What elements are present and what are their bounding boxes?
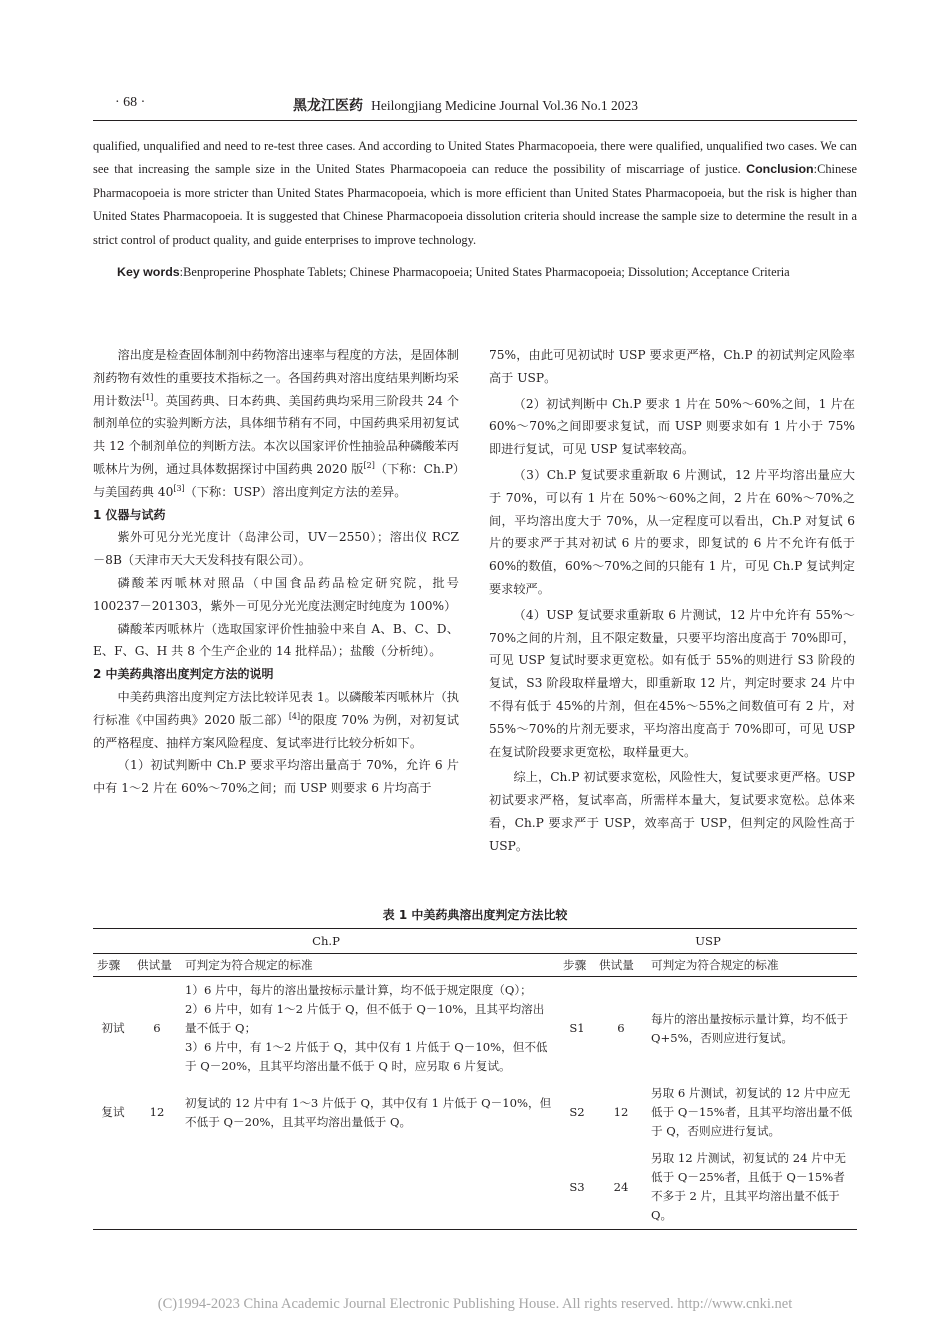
usp-step: S1 — [569, 1021, 585, 1035]
section-2-paragraph-2: （1）初试判断中 Ch.P 要求平均溶出量高于 70%，允许 6 片中有 1～2 片在 60%～70%之间；而 USP 则要求 6 片均高于 — [93, 758, 459, 796]
chp-criteria-header: 可判定为符合规定的标准 — [181, 954, 559, 977]
section-2-text-b: 的限度 70% 为例，对初复试的严格程度、抽样方案风险程度、复试率进行比较分析如下。 — [93, 712, 459, 750]
page-number: · 68 · — [115, 95, 146, 110]
table-group-row — [93, 929, 857, 954]
table-header-row — [93, 954, 857, 977]
right-paragraph-2: （2）初试判断中 Ch.P 要求 1 片在 50%～60%之间，1 片在 60%～70%之间即要求复试，而 USP 则要求如有 1 片小于 75%即进行复试，可见 USP 复试率较高。 — [489, 396, 855, 457]
table-row — [93, 1080, 857, 1145]
chp-criteria-empty — [181, 1145, 559, 1230]
section-2-paragraph-1 — [93, 686, 459, 754]
abstract-paragraph — [93, 135, 857, 252]
ref-3: [3] — [173, 483, 185, 493]
journal-title-cn: 黑龙江医药 — [293, 98, 363, 114]
chp-step: 初试 — [101, 1021, 125, 1035]
chp-step-empty — [93, 1145, 133, 1230]
chp-step-header: 步骤 — [93, 954, 133, 977]
running-header — [93, 95, 857, 117]
section-1-samples: 磷酸苯丙哌林片（选取国家评价性抽验中来自 A、B、C、D、E、F、G、H 共 8 个生产企业的 14 批样品）；盐酸（分析纯）。 — [93, 621, 459, 659]
usp-step-header: 步骤 — [559, 954, 595, 977]
copyright-footer: (C)1994-2023 China Academic Journal Electronic Publishing House. All rights reserved. http://www.cnki.net — [157, 1296, 793, 1312]
section-1-title: 1 仪器与试药 — [93, 507, 166, 522]
keywords-text: :Benproperine Phosphate Tablets; Chinese Pharmacopoeia; United States Pharmacopoeia; Dissolution; Acceptance Criteria — [179, 265, 790, 280]
right-paragraph-1: 75%，由此可见初试时 USP 要求更严格，Ch.P 的初试判定风险率高于 USP。 — [489, 348, 855, 385]
ref-1: [1] — [142, 392, 154, 402]
chp-count-empty — [133, 1145, 181, 1230]
intro-text-d: （下称：USP）溶出度判定方法的差异。 — [184, 484, 407, 499]
table-row — [93, 977, 857, 1081]
intro-text-c: （下称：Ch.P）与美国药典 40 — [93, 461, 459, 499]
chp-count: 6 — [153, 1021, 161, 1035]
table-caption: 表 1 中美药典溶出度判定方法比较 — [382, 908, 568, 922]
left-column — [93, 344, 459, 800]
conclusion-text: :Chinese Pharmacopoeia is more stricter than United States Pharmacopoeia, which is more efficient than United States Pharmacopoeia, but the risk is higher than United States Pharmacopoeia. It is suggested that Chinese Pharmacopoeia dissolution criteria should increase the sample size to determine the result in a strict control of product quality, and guide enterprises to improve technology. — [93, 162, 857, 247]
usp-count: 12 — [613, 1105, 629, 1119]
intro-text-a: 溶出度是检查固体制剂中药物溶出速率与程度的方法，是固体制剂药物有效性的重要技术指标之一。各国药典对溶出度结果判断均采用计数法 — [93, 348, 459, 408]
ref-2: [2] — [363, 460, 375, 470]
right-paragraph-5: 综上，Ch.P 初试要求宽松，风险性大，复试要求更严格。USP 初试要求严格，复试率高，所需样本量大，复试要求宽松。总体来看，Ch.P 要求严于 USP，效率高于 USP，但判定的风险性高于 USP。 — [489, 770, 855, 853]
abstract-text: qualified, unqualified and need to re-test three cases. And according to United States Pharmacopoeia, there were qualified, unqualified two cases. We can see that increasing the sample size in the United States Pharmacopoeia can reduce the possibility of miscarriage of justice. — [93, 139, 857, 177]
chp-count-header: 供试量 — [133, 954, 181, 977]
usp-step: S2 — [569, 1105, 585, 1119]
keywords-label: Key words — [117, 265, 180, 280]
english-abstract — [93, 135, 857, 284]
group-usp: USP — [559, 929, 857, 954]
usp-criteria: 另取 12 片测试，初复试的 24 片中无低于 Q－25%者，且低于 Q－15%者不多于 2 片，且其平均溶出量不低于 Q。 — [647, 1145, 857, 1230]
section-1-reference-standard: 磷酸苯丙哌林对照品（中国食品药品检定研究院，批号 100237－201303，紫外－可见分光光度法测定时纯度为 100%） — [93, 575, 459, 613]
usp-step: S3 — [559, 1145, 595, 1230]
section-2-text-a: 中美药典溶出度判定方法比较详见表 1。以磷酸苯丙哌林片（执行标准《中国药典》2020 版二部） — [93, 689, 459, 727]
section-1-instruments: 紫外可见分光光度计（岛津公司，UV－2550）；溶出仪 RCZ－8B（天津市天大天发科技有限公司）。 — [93, 530, 459, 568]
ref-4: [4] — [288, 711, 301, 721]
usp-count: 6 — [617, 1021, 625, 1035]
intro-text-b: 。英国药典、日本药典、美国药典均采用三阶段共 24 个制剂单位的实验判断方法，具体细节稍有不同，中国药典采用初复试共 12 个制剂单位的判断方法。本次以国家评价性抽验品种磷酸苯丙哌林片为例，通过具体数据探讨中国药典 2020 版 — [93, 393, 459, 476]
usp-count-header: 供试量 — [595, 954, 647, 977]
chp-step: 复试 — [101, 1105, 125, 1119]
chp-criteria: 初复试的 12 片中有 1～3 片低于 Q，其中仅有 1 片低于 Q－10%，但不低于 Q－20%，且其平均溶出量低于 Q。 — [185, 1095, 552, 1129]
conclusion-label: Conclusion — [746, 162, 814, 177]
right-paragraph-3: （3）Ch.P 复试要求重新取 6 片测试，12 片平均溶出量应大于 70%，可以有 1 片在 50%～60%之间，2 片在 60%～70%之间，平均溶出度大于 70%，从一定程度可以看出，Ch.P 对复试 6 片的要求严于其对初试 6 片的要求，即复试的 6 片不允许有低于 60%的数值，60%～70%之间的只能有 1 片，可见 Ch.P 复试判定要求较严。 — [489, 467, 855, 596]
intro-paragraph — [93, 344, 459, 504]
usp-criteria: 每片的溶出量按标示量计算，均不低于 Q+5%，否则应进行复试。 — [651, 1011, 849, 1045]
journal-title-en: Heilongjiang Medicine Journal Vol.36 No.1 2023 — [371, 98, 638, 113]
usp-criteria-header: 可判定为符合规定的标准 — [647, 954, 857, 977]
header-rule — [93, 120, 857, 121]
section-2-title: 2 中美药典溶出度判定方法的说明 — [93, 667, 274, 682]
chp-count: 12 — [149, 1105, 165, 1119]
chp-criteria: 1）6 片中，每片的溶出量按标示量计算，均不低于规定限度（Q）； 2）6 片中，如有 1～2 片低于 Q，但不低于 Q－10%，且其平均溶出量不低于 Q； 3）6 片中，有 1～2 片低于 Q，其中仅有 1 片低于 Q－10%，但不低于 Q－20%，且其平均溶出量不低于 Q 时，应另取 6 片复试。 — [185, 983, 548, 1073]
right-paragraph-4: （4）USP 复试要求重新取 6 片测试，12 片中允许有 55%～70%之间的片剂，且不限定数量，只要平均溶出度高于 70%即可，可见 USP 复试时要求更宽松。如有低于 55%的则进行 S3 阶段的复试，S3 阶段取样量增大，即重新取 12 片，判定时要求 24 片中不得有低于 45%的片剂，但在45%～55%之间数值可有 2 片，对 55%～70%的片剂无要求，平均溶出度高于 70%即可，可见 USP 在复试阶段要求更宽松，取样量更大。 — [489, 607, 855, 759]
right-column — [489, 344, 855, 858]
keywords — [93, 261, 857, 284]
usp-criteria: 另取 6 片测试，初复试的 12 片中应无低于 Q－15%者，且其平均溶出量不低于 Q，否则应进行复试。 — [651, 1086, 853, 1138]
journal-title — [293, 95, 638, 115]
comparison-table — [93, 928, 857, 1230]
group-chp: Ch.P — [93, 929, 559, 954]
table-row — [93, 1145, 857, 1230]
usp-count: 24 — [595, 1145, 647, 1230]
